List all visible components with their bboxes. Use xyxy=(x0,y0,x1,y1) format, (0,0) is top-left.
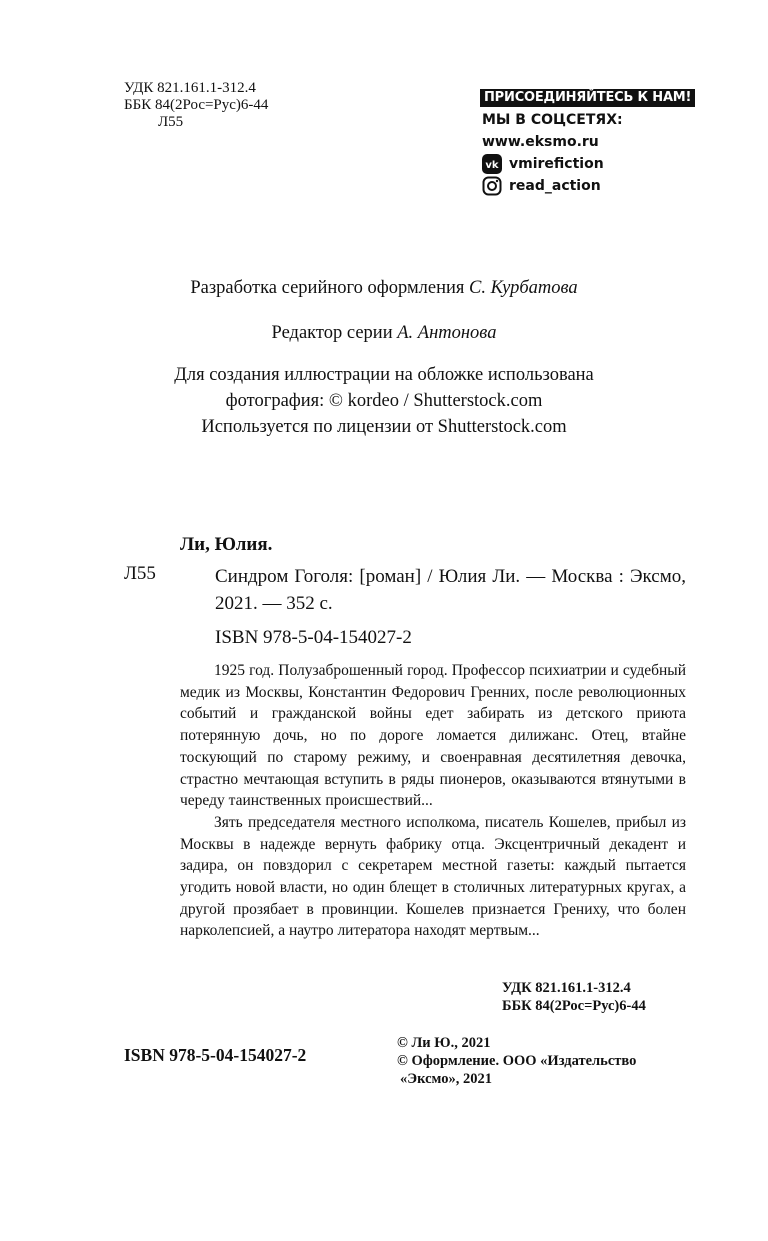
series-design-credit xyxy=(0,278,768,299)
cover-credit-line: Используется по лицензии от Shutterstock.com xyxy=(201,417,567,437)
instagram-row[interactable] xyxy=(482,175,695,197)
annotation-paragraph: Зять председателя местного исполкома, писатель Кошелев, прибыл из Москвы в надежде вернуть фабрику отца. Эксцентричный декадент и задира, он повздорил с секретарем местной газеты: каждый пытается угодить новой власти, но один блещет в столичных литературных кругах, а другой прозябает в провинции. Кошелев признается Грениху, что болен нарколепсией, а наутро литератора находят мертвым... xyxy=(180,813,686,940)
classification-codes xyxy=(124,80,268,131)
cover-photo-credit xyxy=(0,362,768,440)
annotation-paragraph: 1925 год. Полузаброшенный город. Профессор психиатрии и судебный медик из Москвы, Константин Федорович Гренних, после революционных событий и гражданской войны едет забирать из детского приюта потерянную дочь, но по дороге ломается дилижанс. Отец, втайне тоскующий по старому режиму, и своенравная десятилетняя девочка, страстно мечтающая вступить в ряды пионеров, оказываются втянутыми в череду таинственных происшествий... xyxy=(180,662,686,810)
bibliography-description: Синдром Гоголя: [роман] / Юлия Ли. — Москва : Эксмо, 2021. — 352 с. xyxy=(215,566,686,614)
cover-credit-line: фотография: © kordeo / Shutterstock.com xyxy=(225,391,543,411)
author-mark: Л55 xyxy=(158,114,184,130)
social-block xyxy=(482,89,695,197)
bibliography-author: Ли, Юлия. xyxy=(180,534,273,555)
instagram-icon xyxy=(482,176,502,196)
bbk-code: ББК 84(2Рос=Рус)6-44 xyxy=(124,97,269,113)
website-link[interactable]: www.eksmo.ru xyxy=(482,134,599,150)
copyright-author: © Ли Ю., 2021 xyxy=(397,1035,491,1051)
cover-credit-line: Для создания иллюстрации на обложке использована xyxy=(174,365,594,385)
footer-udk: УДК 821.161.1-312.4 xyxy=(502,980,631,996)
vk-handle: vmirefiction xyxy=(509,156,604,172)
bibliography-mark: Л55 xyxy=(124,563,156,584)
series-editor-label: Редактор серии xyxy=(271,323,393,343)
footer-bbk: ББК 84(2Рос=Рус)6-44 xyxy=(502,998,646,1014)
instagram-handle: read_action xyxy=(509,178,601,194)
series-design-label: Разработка серийного оформления xyxy=(190,278,465,298)
vk-row[interactable] xyxy=(482,153,695,175)
annotation xyxy=(180,660,686,942)
footer-codes xyxy=(502,979,646,1015)
copyright-design-cont: «Эксмо», 2021 xyxy=(400,1071,492,1087)
bibliography-isbn: ISBN 978-5-04-154027-2 xyxy=(215,627,412,648)
footer-isbn: ISBN 978-5-04-154027-2 xyxy=(124,1045,307,1065)
svg-text:vk: vk xyxy=(485,160,499,171)
vk-icon xyxy=(482,154,502,174)
copyright-design: © Оформление. ООО «Издательство xyxy=(397,1053,637,1069)
copyright-block xyxy=(397,1034,636,1088)
join-us-banner: ПРИСОЕДИНЯЙТЕСЬ К НАМ! xyxy=(480,89,695,107)
udk-code: УДК 821.161.1-312.4 xyxy=(124,80,256,96)
series-editor-credit xyxy=(0,323,768,344)
series-design-name: С. Курбатова xyxy=(469,278,578,298)
series-editor-name: А. Антонова xyxy=(397,323,497,343)
social-subtitle: МЫ В СОЦСЕТЯХ: xyxy=(482,112,623,128)
